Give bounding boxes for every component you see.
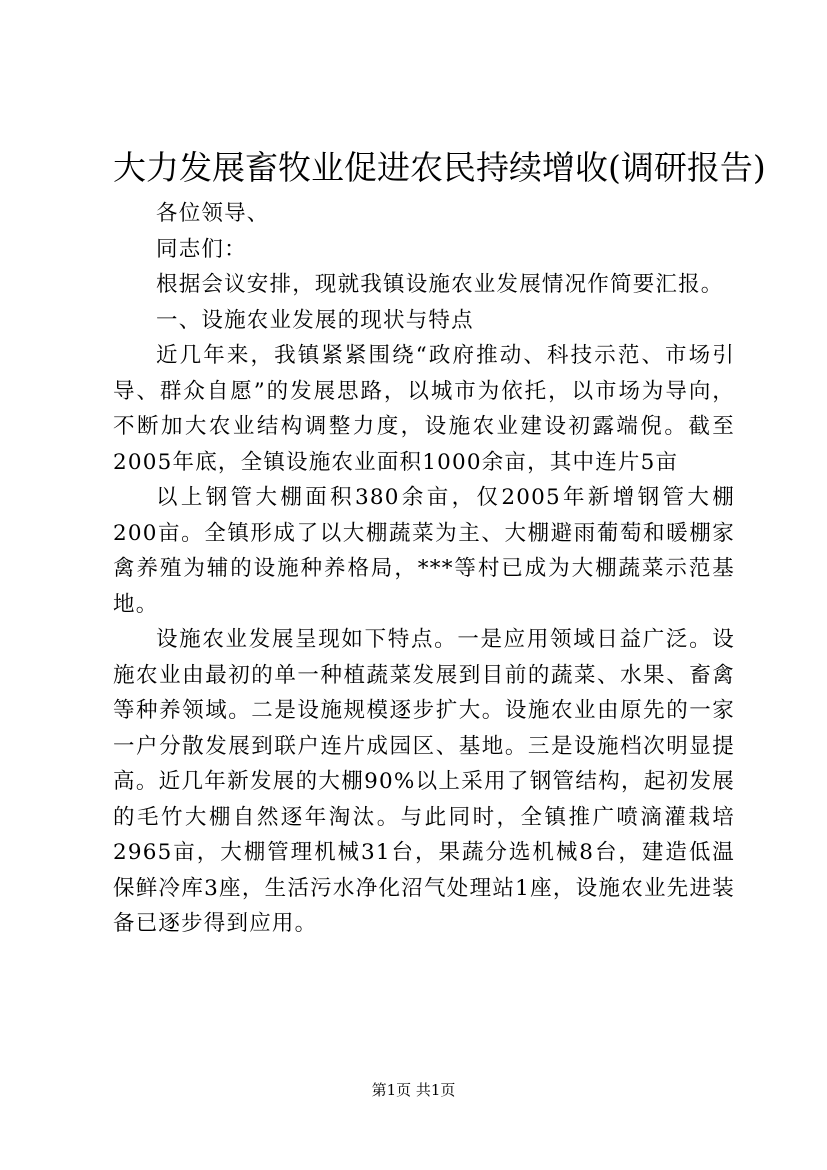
body-paragraph: 设施农业发展呈现如下特点。一是应用领域日益广泛。设施农业由最初的单一种植蔬菜发展到目前的蔬菜、水果、畜禽等种养领域。二是设施规模逐步扩大。设施农业由原先的一家一户分散发展到联户连片成园区、基地。三是设施档次明显提高。近几年新发展的大棚90%以上采用了钢管结构，起初发展的毛竹大棚自然逐年淘汰。与此同时，全镇推广喷滴灌栽培2965亩，大棚管理机械31台，果蔬分选机械8台，建造低温保鲜冷库3座，生活污水净化沼气处理站1座，设施农业先进装备已逐步得到应用。 (113, 627, 735, 936)
section-heading: 一、设施农业发展的现状与特点 (156, 307, 474, 333)
body-paragraph: 近几年来，我镇紧紧围绕“政府推动、科技示范、市场引导、群众自愿”的发展思路，以城市为依托，以市场为导向，不断加大农业结构调整力度，设施农业建设初露端倪。截至2005年底，全镇设施农业面积1000余亩，其中连片5亩 (113, 343, 735, 475)
salutation-comrades: 同志们： (156, 236, 247, 262)
page-footer: 第1页 共1页 (371, 1081, 456, 1099)
intro-paragraph: 根据会议安排，现就我镇设施农业发展情况作简要汇报。 (156, 272, 724, 297)
salutation-leaders: 各位领导、 (156, 201, 270, 226)
body-paragraph: 以上钢管大棚面积380余亩，仅2005年新增钢管大棚200亩。全镇形成了以大棚蔬菜为主、大棚避雨葡萄和暖棚家禽养殖为辅的设施种养格局，***等村已成为大棚蔬菜示范基地。 (113, 485, 735, 617)
document-body (113, 196, 735, 942)
document-title: 大力发展畜牧业促进农民持续增收(调研报告) (113, 148, 766, 187)
